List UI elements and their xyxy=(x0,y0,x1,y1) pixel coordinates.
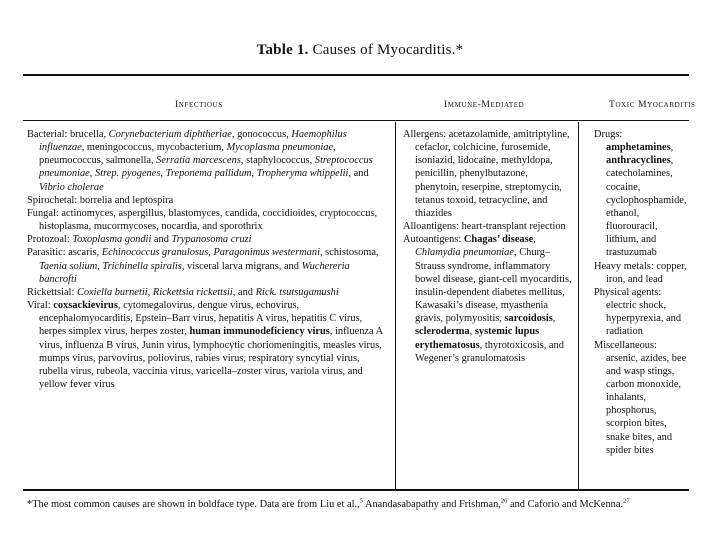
organism-name: Wuchereria bancrofti xyxy=(39,260,350,285)
common-cause: scleroderma xyxy=(415,326,470,338)
cause-text: , xyxy=(147,286,153,298)
category-label: Bacterial: xyxy=(27,129,68,140)
cause-text: , schistosoma, xyxy=(319,247,379,259)
cause-entry xyxy=(403,220,573,233)
organism-name: Chlamydia pneumoniae xyxy=(415,247,514,259)
cause-entry xyxy=(27,207,389,233)
organism-name: Rick. tsutsugamushi xyxy=(255,286,339,298)
cause-text: , thyrotoxicosis, and Wegener’s granulomatosis xyxy=(415,339,564,364)
cause-entry xyxy=(27,128,389,194)
common-cause: human immunodeficiency virus xyxy=(189,326,330,338)
cause-text: , gonococcus, xyxy=(231,129,292,140)
category-label: Parasitic: xyxy=(27,247,66,259)
organism-name: Coxiella burnetii xyxy=(76,286,148,298)
organism-name: Treponema pallidum xyxy=(165,168,252,180)
cause-text: , catecholamines, cocaine, cyclophosphamide, ethanol, fluorouracil, lithium, and trastuzumab xyxy=(606,155,687,259)
organism-name: Trypanosoma cruzi xyxy=(171,234,252,246)
cause-text: , xyxy=(670,142,674,154)
table-number: Table 1. xyxy=(256,42,309,58)
cause-text: , xyxy=(97,260,103,272)
cause-text: , pneumococcus, salmonella, xyxy=(39,142,336,167)
category-label: Rickettsial: xyxy=(27,286,75,298)
cause-text: acetazolamide, amitriptyline, cefaclor, colchicine, furosemide, isoniazid, lidocaine, methyldopa, penicillin, phenylbutazone, phenytoin, reserpine, streptomycin, tetanus toxoid, tetracycline, and thiazides xyxy=(415,129,570,219)
column-divider xyxy=(395,122,396,489)
cause-entry xyxy=(27,194,389,207)
cause-text: , xyxy=(533,234,536,246)
organism-name: Paragonimus westermani xyxy=(213,247,320,259)
infectious-column xyxy=(27,128,389,391)
footnote-ref: 5 xyxy=(359,497,363,505)
cause-entry xyxy=(594,339,688,457)
footnote-ref: 26 xyxy=(500,497,508,505)
table-footnote xyxy=(27,499,697,510)
organism-name: Tropheryma whippelii xyxy=(256,168,349,180)
toxic-column xyxy=(594,128,688,457)
cause-text: , cytomegalovirus, dengue virus, echovirus, encephalomyocarditis, Epstein–Barr virus, hepatitis A virus, hepatitis C virus, herpes simplex virus, herpes zoster, xyxy=(39,300,363,338)
immune-mediated-column xyxy=(403,128,573,365)
organism-name: Taenia solium xyxy=(39,260,98,272)
cause-text: , Churg–Strauss syndrome, inflammatory bowel disease, giant-cell myocarditis, insulin-dependent diabetes mellitus, Kawasaki’s disease, myasthenia gravis, polymyositis, xyxy=(415,247,572,325)
category-label: Physical agents: xyxy=(594,286,662,298)
common-cause: coxsackievirus xyxy=(53,300,118,312)
cause-entry xyxy=(27,233,389,246)
table-caption: Causes of Myocarditis.* xyxy=(312,42,464,58)
cause-entry xyxy=(594,286,688,339)
cause-text: , and xyxy=(232,286,256,298)
organism-name: Corynebacterium diphtheriae xyxy=(108,129,232,140)
cause-text: , xyxy=(251,168,257,180)
top-rule xyxy=(23,74,689,76)
header-rule xyxy=(23,120,689,121)
cause-text: , meningococcus, mycobacterium, xyxy=(81,142,227,154)
bottom-rule xyxy=(23,489,689,491)
cause-text: heart-transplant rejection xyxy=(459,221,566,233)
organism-name: Echinococcus granulosus xyxy=(101,247,209,259)
footnote-text: *The most common causes are shown in boldface type. Data are from Liu et al., xyxy=(27,499,360,510)
category-label: Alloantigens: xyxy=(403,221,459,233)
organism-name: Mycoplasma pneumoniae xyxy=(226,142,334,154)
organism-name: Strep. pyogenes xyxy=(95,168,161,180)
table-title xyxy=(0,42,720,59)
common-cause: anthracyclines xyxy=(606,155,671,167)
category-label: Spirochetal: xyxy=(27,194,78,206)
cause-text: borrelia and leptospira xyxy=(77,194,174,206)
cause-entry xyxy=(403,128,573,220)
column-heading-toxic: Toxic Myocarditis xyxy=(609,99,696,110)
column-heading-immune-mediated: Immune-Mediated xyxy=(444,99,525,110)
cause-text: , influenza A virus, influenza B virus, Junin virus, lymphocytic choriomeningitis, measles virus, mumps virus, parvovirus, poliovirus, rabies virus, respiratory syncytial virus, rubella virus, rubeola, vaccinia virus, varicella–zoster virus, variola virus, and yellow fever virus xyxy=(39,326,383,390)
common-cause: Chagas’ disease xyxy=(463,234,534,246)
cause-entry xyxy=(27,246,389,285)
category-label: Fungal: xyxy=(27,207,59,219)
cause-entry xyxy=(594,260,688,286)
footnote-text: and Caforio and McKenna. xyxy=(507,499,624,510)
cause-text: arsenic, azides, bee and wasp stings, carbon monoxide, inhalants, phosphorus, scorpion bites, snake bites, and spider bites xyxy=(606,352,687,456)
category-label: Autoantigens: xyxy=(403,234,462,246)
organism-name: Serratia marcescens xyxy=(156,155,241,167)
cause-text: , xyxy=(160,168,166,180)
organism-name: Haemophilus influenzae xyxy=(39,129,347,154)
cause-text: electric shock, hyperpyrexia, and radiation xyxy=(606,300,682,338)
cause-text: , xyxy=(89,168,95,180)
common-cause: sarcoidosis xyxy=(504,313,553,325)
common-cause: amphetamines xyxy=(606,142,671,154)
cause-text: , staphylococcus, xyxy=(240,155,315,167)
common-cause: systemic lupus erythematosus xyxy=(415,326,540,351)
cause-entry xyxy=(594,128,688,260)
cause-text: actinomyces, aspergillus, blastomyces, candida, coccidioides, cryptococcus, histoplasma, mucormycoses, nocardia, and sporothrix xyxy=(39,207,378,233)
cause-text: , xyxy=(469,326,475,338)
organism-name: Rickettsia rickettsii xyxy=(152,286,233,298)
cause-text: copper, iron, and lead xyxy=(606,260,687,285)
footnote-ref: 27 xyxy=(623,497,630,505)
organism-name: Toxoplasma gondii xyxy=(72,234,152,246)
category-label: Drugs: xyxy=(594,129,623,140)
cause-text: , and xyxy=(348,168,369,180)
cause-text: and xyxy=(151,234,172,246)
organism-name: Vibrio cholerae xyxy=(39,181,104,193)
cause-entry xyxy=(403,233,573,365)
column-divider xyxy=(578,122,579,489)
footnote-text: Anandasabapathy and Frishman, xyxy=(362,499,501,510)
organism-name: Streptococcus pneumoniae xyxy=(39,155,373,180)
category-label: Miscellaneous: xyxy=(594,339,657,351)
cause-text: , xyxy=(552,313,556,325)
cause-text: ascaris, xyxy=(65,247,102,259)
column-heading-infectious: Infectious xyxy=(175,99,223,110)
cause-text: , xyxy=(208,247,214,259)
organism-name: Trichinella spiralis xyxy=(102,260,182,272)
cause-text: , visceral larva migrans, and xyxy=(181,260,302,272)
cause-entry xyxy=(27,286,389,299)
cause-text: brucella, xyxy=(67,129,109,140)
category-label: Heavy metals: xyxy=(594,260,654,272)
category-label: Allergens: xyxy=(403,129,447,140)
category-label: Protozoal: xyxy=(27,234,70,246)
category-label: Viral: xyxy=(27,300,51,312)
cause-entry xyxy=(27,299,389,391)
